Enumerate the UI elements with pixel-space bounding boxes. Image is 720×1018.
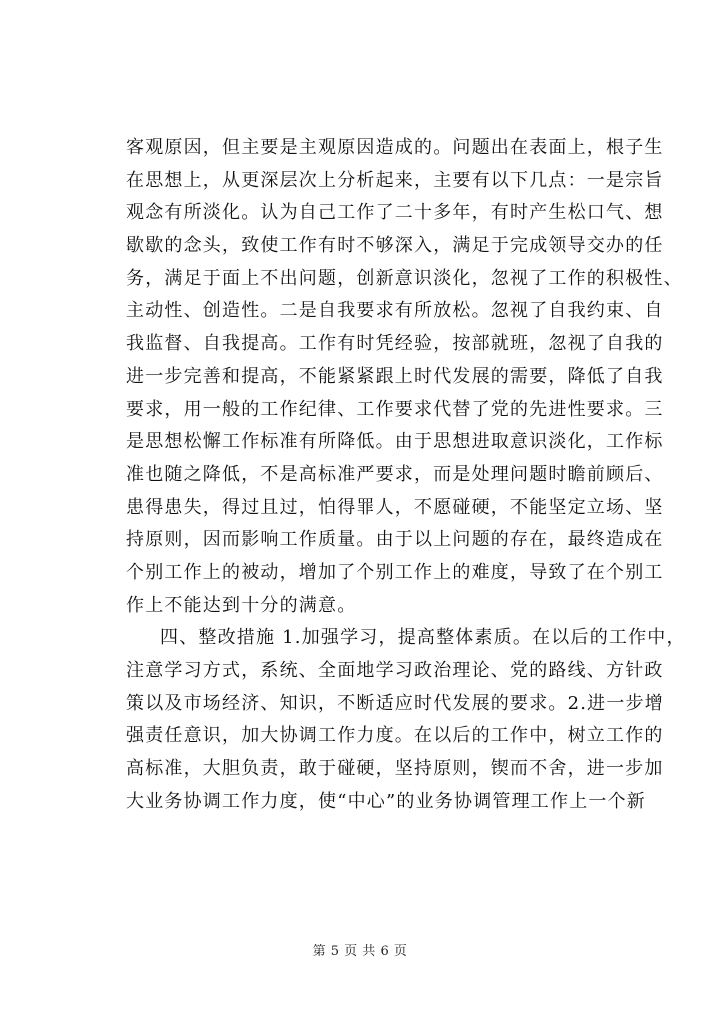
text-line: 进一步完善和提高，不能紧紧跟上时代发展的需要，降低了自我 — [126, 365, 664, 387]
text-line: 要求，用一般的工作纪律、工作要求代替了党的先进性要求。三 — [126, 398, 664, 420]
text-line: 主动性、创造性。二是自我要求有所放松。忽视了自我约束、自 — [126, 300, 664, 322]
text-line: 客观原因，但主要是主观原因造成的。问题出在表面上，根子生 — [126, 137, 664, 158]
text-line: 务，满足于面上不出问题，创新意识淡化，忽视了工作的积极性、 — [126, 267, 683, 289]
text-line: 歇歇的念头，致使工作有时不够深入，满足于完成领导交办的任 — [126, 235, 664, 257]
page-footer — [0, 940, 720, 959]
text-line: 强责任意识，加大协调工作力度。在以后的工作中，树立工作的 — [126, 725, 664, 747]
text-line: 注意学习方式，系统、全面地学习政治理论、党的路线、方针政 — [126, 660, 664, 681]
text-line: 作上不能达到十分的满意。 — [126, 594, 357, 616]
text-line: 准也随之降低，不是高标准严要求，而是处理问题时瞻前顾后、 — [126, 463, 664, 485]
text-line: 观念有所淡化。认为自己工作了二十多年，有时产生松口气、想 — [126, 202, 664, 224]
text-line: 我监督、自我提高。工作有时凭经验，按部就班，忽视了自我的 — [126, 333, 664, 355]
text-line: 策以及市场经济、知识，不断适应时代发展的要求。2.进一步增 — [126, 692, 664, 714]
body-text — [126, 132, 686, 818]
text-line: 个别工作上的被动，增加了个别工作上的难度，导致了在个别工 — [126, 561, 664, 583]
paragraph-start-line: 四、整改措施 1.加强学习，提高整体素质。在以后的工作中， — [160, 627, 686, 649]
text-line: 患得患失，得过且过，怕得罪人，不愿碰硬，不能坚定立场、坚 — [126, 496, 664, 518]
text-line: 高标准，大胆负责，敢于碰硬，坚持原则，锲而不舍，进一步加 — [126, 758, 664, 780]
text-line: 是思想松懈工作标准有所降低。由于思想进取意识淡化，工作标 — [126, 431, 664, 453]
page-number: 第 5 页 共 6 页 — [312, 944, 408, 959]
text-line: 在思想上，从更深层次上分析起来，主要有以下几点：一是宗旨 — [126, 169, 664, 191]
text-line: 大业务协调工作力度，使“中心”的业务协调管理工作上一个新 — [126, 790, 647, 812]
text-line: 持原则，因而影响工作质量。由于以上问题的存在，最终造成在 — [126, 529, 664, 551]
